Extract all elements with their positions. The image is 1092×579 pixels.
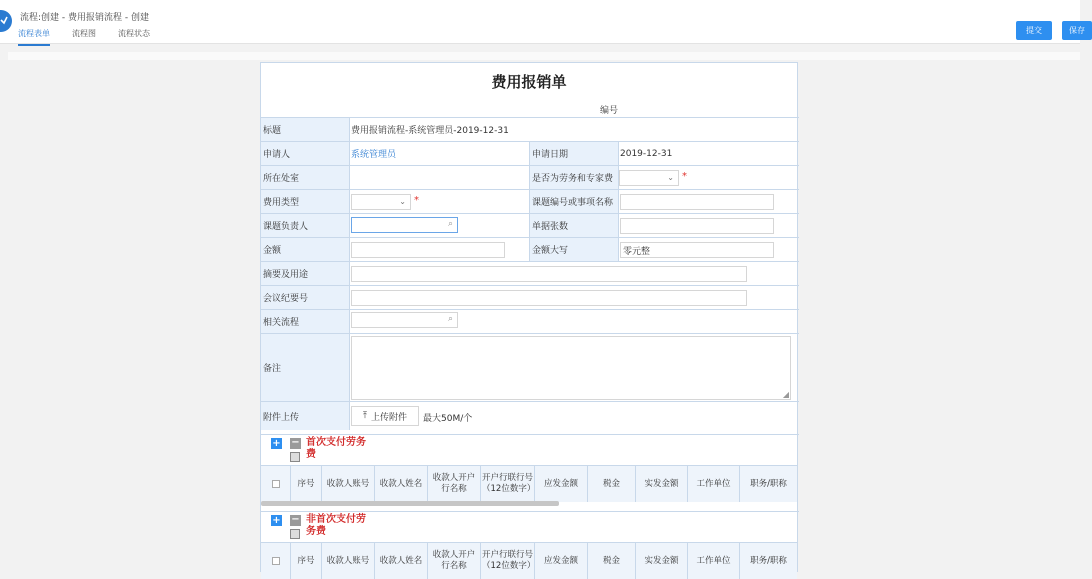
upload-icon: ⤒ xyxy=(363,411,367,421)
submit-button[interactable]: 提交 xyxy=(1016,21,1052,40)
copy-row-icon[interactable] xyxy=(290,452,300,462)
apply-date-value: 2019-12-31 xyxy=(620,148,673,159)
column-header: 序号 xyxy=(291,543,322,579)
row-department xyxy=(261,165,799,189)
subtable-non-first-payment xyxy=(261,511,799,573)
upload-hint: 最大50M/个 xyxy=(423,414,473,424)
search-icon[interactable]: ⌕ xyxy=(447,219,453,229)
subtable-header xyxy=(261,512,799,542)
subject-value: 费用报销流程-系统管理员-2019-12-31 xyxy=(351,126,509,136)
upload-button-label: 上传附件 xyxy=(370,412,407,423)
tab-flow-form[interactable]: 流程表单 xyxy=(18,28,50,46)
column-header: 工作单位 xyxy=(688,543,740,579)
add-row-plus-icon[interactable]: + xyxy=(272,515,281,526)
row-subject xyxy=(261,117,799,141)
horizontal-scrollbar[interactable] xyxy=(261,501,559,506)
delete-row-minus-icon[interactable]: − xyxy=(291,437,300,448)
select-all-checkbox[interactable] xyxy=(272,557,280,565)
row-project-leader xyxy=(261,213,799,237)
department-label: 所在处室 xyxy=(261,166,350,189)
row-expense-type xyxy=(261,189,799,213)
amount-upper-input[interactable]: 零元整 xyxy=(620,242,774,258)
is-labor-label: 是否为劳务和专家费 xyxy=(529,166,619,189)
column-header: 工作单位 xyxy=(688,466,740,502)
column-header: 开户行联行号（12位数字） xyxy=(481,466,535,502)
applicant-label: 申请人 xyxy=(261,142,350,165)
project-leader-input[interactable] xyxy=(351,217,458,233)
doc-count-input[interactable] xyxy=(620,218,774,234)
column-header: 收款人账号 xyxy=(322,543,375,579)
required-mark: * xyxy=(414,195,419,206)
row-related-flow xyxy=(261,309,799,333)
subtable-first-payment xyxy=(261,434,799,508)
project-no-input[interactable] xyxy=(620,194,774,210)
column-header: 序号 xyxy=(291,466,322,502)
meeting-no-label: 会议纪要号 xyxy=(261,286,350,309)
amount-label: 金额 xyxy=(261,238,350,261)
row-amount xyxy=(261,237,799,261)
column-header: 应发金额 xyxy=(535,466,588,502)
column-header: 收款人开户行名称 xyxy=(428,466,481,502)
expense-type-select[interactable] xyxy=(351,194,411,210)
subtable-title: 首次支付劳务费 xyxy=(306,437,366,460)
row-meeting-no xyxy=(261,285,799,309)
row-summary xyxy=(261,261,799,285)
delete-row-minus-icon[interactable]: − xyxy=(291,514,300,525)
top-bar xyxy=(0,0,1085,44)
expense-type-label: 费用类型 xyxy=(261,190,350,213)
resize-handle-icon[interactable]: ◢ xyxy=(782,390,789,399)
tab-flow-chart[interactable]: 流程图 xyxy=(72,29,96,38)
column-header: 收款人姓名 xyxy=(375,466,428,502)
search-icon[interactable]: ⌕ xyxy=(447,314,453,324)
related-flow-label: 相关流程 xyxy=(261,310,350,333)
project-no-label: 课题编号或事项名称 xyxy=(529,190,619,213)
row-attachment xyxy=(261,401,799,430)
column-header: 应发金额 xyxy=(535,543,588,579)
column-header: 税金 xyxy=(588,543,636,579)
related-flow-input[interactable] xyxy=(351,312,458,328)
column-header: 开户行联行号（12位数字） xyxy=(481,543,535,579)
column-header: 收款人姓名 xyxy=(375,543,428,579)
applicant-value[interactable]: 系统管理员 xyxy=(351,150,397,160)
subtable-column-header xyxy=(261,465,797,502)
apply-date-label: 申请日期 xyxy=(529,142,619,165)
row-applicant xyxy=(261,141,799,165)
column-header: 职务/职称 xyxy=(750,478,787,489)
meeting-no-input[interactable] xyxy=(351,290,747,306)
chevron-down-icon: ⌄ xyxy=(667,173,674,182)
form-title: 费用报销单 xyxy=(491,73,567,91)
select-all-checkbox-cell[interactable] xyxy=(261,466,291,502)
row-remark xyxy=(261,333,799,401)
upload-attachment-button[interactable] xyxy=(351,406,419,426)
subtable-column-header xyxy=(261,542,797,579)
expense-form xyxy=(260,62,798,572)
column-header: 实发金额 xyxy=(636,543,688,579)
required-mark: * xyxy=(682,171,687,182)
remark-label: 备注 xyxy=(261,334,350,401)
app-logo-icon xyxy=(0,10,12,32)
remark-textarea[interactable] xyxy=(351,336,791,400)
select-all-checkbox-cell[interactable] xyxy=(261,543,291,579)
column-header: 收款人账号 xyxy=(322,466,375,502)
amount-upper-label: 金额大写 xyxy=(529,238,619,261)
summary-input[interactable] xyxy=(351,266,747,282)
subtable-title: 非首次支付劳务费 xyxy=(306,514,366,537)
column-header: 收款人开户行名称 xyxy=(428,543,481,579)
subject-label: 标题 xyxy=(261,118,350,141)
amount-input[interactable] xyxy=(351,242,505,258)
project-leader-label: 课题负责人 xyxy=(261,214,350,237)
add-row-plus-icon[interactable]: + xyxy=(272,438,281,449)
column-header: 职务/职称 xyxy=(750,555,787,566)
page-strip xyxy=(8,52,1080,60)
select-all-checkbox[interactable] xyxy=(272,480,280,488)
copy-row-icon[interactable] xyxy=(290,529,300,539)
column-header: 实发金额 xyxy=(636,466,688,502)
attachment-label: 附件上传 xyxy=(261,402,350,430)
column-header: 税金 xyxy=(588,466,636,502)
serial-label: 编号 xyxy=(600,106,619,116)
summary-label: 摘要及用途 xyxy=(261,262,350,285)
is-labor-select[interactable] xyxy=(619,170,679,186)
subtable-header xyxy=(261,435,799,465)
save-button[interactable]: 保存 xyxy=(1062,21,1092,40)
tab-flow-status[interactable]: 流程状态 xyxy=(118,29,150,38)
tab-bar xyxy=(18,28,172,46)
chevron-down-icon: ⌄ xyxy=(399,197,406,206)
breadcrumb: 流程:创建 - 费用报销流程 - 创建 xyxy=(20,13,149,23)
doc-count-label: 单据张数 xyxy=(529,214,619,237)
